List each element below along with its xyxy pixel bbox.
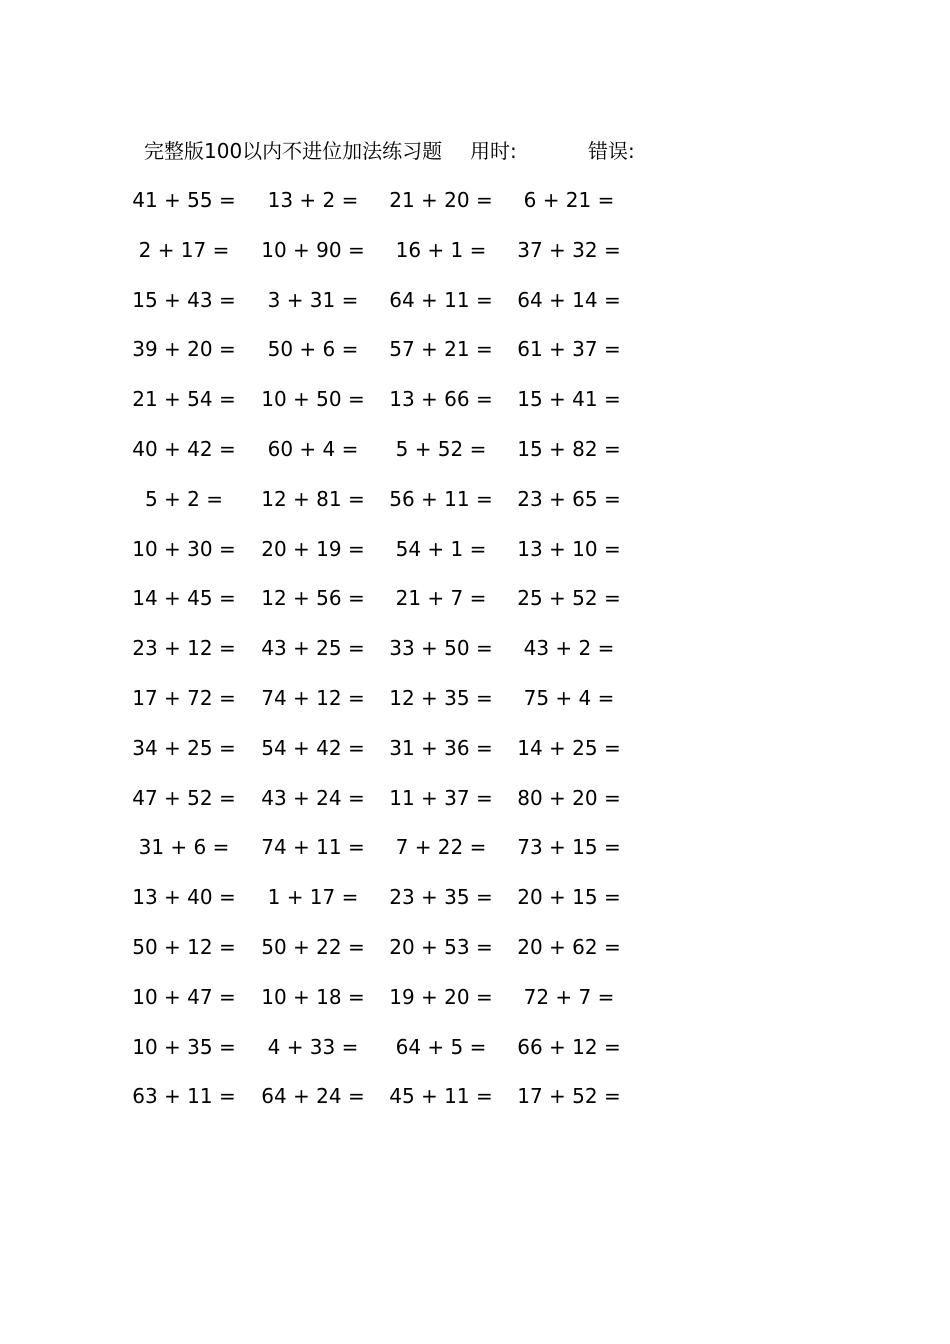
addition-problem: 20 + 62 =: [517, 934, 621, 959]
addition-problem: 39 + 20 =: [132, 337, 236, 362]
addition-problem: 20 + 19 =: [261, 536, 365, 561]
problem-row: [0, 783, 950, 833]
addition-problem: 7 + 22 =: [395, 835, 487, 860]
addition-problem: 23 + 12 =: [132, 636, 236, 661]
addition-problem: 73 + 15 =: [517, 835, 621, 860]
addition-problem: 57 + 21 =: [389, 337, 493, 362]
problem-row: [0, 285, 950, 335]
addition-problem: 10 + 30 =: [132, 536, 236, 561]
addition-problem: 72 + 7 =: [523, 984, 615, 1009]
addition-problem: 54 + 1 =: [395, 536, 487, 561]
addition-problem: 4 + 33 =: [267, 1034, 359, 1059]
problem-row: [0, 235, 950, 285]
addition-problem: 6 + 21 =: [523, 188, 615, 212]
addition-problem: 33 + 50 =: [389, 636, 493, 661]
addition-problem: 25 + 52 =: [517, 586, 621, 611]
addition-problem: 75 + 4 =: [523, 685, 615, 710]
addition-problem: 12 + 81 =: [261, 486, 365, 511]
addition-problem: 14 + 45 =: [132, 586, 236, 611]
addition-problem: 47 + 52 =: [132, 785, 236, 810]
addition-problem: 23 + 65 =: [517, 486, 621, 511]
addition-problem: 5 + 2 =: [144, 486, 224, 511]
addition-problem: 31 + 6 =: [138, 835, 230, 860]
problem-row: [0, 534, 950, 584]
addition-problem: 74 + 12 =: [261, 685, 365, 710]
addition-problem: 56 + 11 =: [389, 486, 493, 511]
problem-row: [0, 434, 950, 484]
addition-problem: 43 + 24 =: [261, 785, 365, 810]
addition-problem: 20 + 15 =: [517, 885, 621, 910]
problem-row: [0, 384, 950, 434]
addition-problem: 80 + 20 =: [517, 785, 621, 810]
time-label: 用时:: [470, 139, 517, 163]
addition-problem: 50 + 12 =: [132, 934, 236, 959]
addition-problem: 15 + 41 =: [517, 387, 621, 412]
addition-problem: 13 + 2 =: [267, 188, 359, 212]
addition-problem: 17 + 52 =: [517, 1084, 621, 1109]
addition-problem: 64 + 24 =: [261, 1084, 365, 1109]
addition-problem: 64 + 5 =: [395, 1034, 487, 1059]
addition-problem: 45 + 11 =: [389, 1084, 493, 1109]
error-label: 错误:: [588, 139, 635, 163]
problem-row: [0, 683, 950, 733]
addition-problem: 66 + 12 =: [517, 1034, 621, 1059]
problem-row: [0, 733, 950, 783]
addition-problem: 43 + 25 =: [261, 636, 365, 661]
addition-problem: 5 + 52 =: [395, 436, 487, 461]
addition-problem: 21 + 7 =: [395, 586, 487, 611]
addition-problem: 12 + 35 =: [389, 685, 493, 710]
problem-row: [0, 1032, 950, 1082]
addition-problem: 3 + 31 =: [267, 287, 359, 312]
addition-problem: 21 + 20 =: [389, 188, 493, 212]
addition-problem: 21 + 54 =: [132, 387, 236, 412]
addition-problem: 20 + 53 =: [389, 934, 493, 959]
addition-problem: 10 + 50 =: [261, 387, 365, 412]
problem-row: [0, 334, 950, 384]
addition-problem: 37 + 32 =: [517, 237, 621, 262]
addition-problem: 64 + 11 =: [389, 287, 493, 312]
addition-problem: 1 + 17 =: [267, 885, 359, 910]
addition-problem: 10 + 35 =: [132, 1034, 236, 1059]
addition-problem: 15 + 43 =: [132, 287, 236, 312]
addition-problem: 43 + 2 =: [523, 636, 615, 661]
addition-problem: 61 + 37 =: [517, 337, 621, 362]
problem-row: [0, 832, 950, 882]
addition-problem: 50 + 6 =: [267, 337, 359, 362]
problem-row: [0, 1081, 950, 1131]
addition-problem: 10 + 47 =: [132, 984, 236, 1009]
addition-problem: 15 + 82 =: [517, 436, 621, 461]
addition-problem: 64 + 14 =: [517, 287, 621, 312]
addition-problem: 16 + 1 =: [395, 237, 487, 262]
addition-problem: 60 + 4 =: [267, 436, 359, 461]
addition-problem: 10 + 18 =: [261, 984, 365, 1009]
addition-problem: 13 + 66 =: [389, 387, 493, 412]
problem-row: [0, 484, 950, 534]
addition-problem: 13 + 40 =: [132, 885, 236, 910]
addition-problem: 34 + 25 =: [132, 735, 236, 760]
addition-problem: 63 + 11 =: [132, 1084, 236, 1109]
problem-grid: [0, 185, 950, 1131]
addition-problem: 31 + 36 =: [389, 735, 493, 760]
addition-problem: 19 + 20 =: [389, 984, 493, 1009]
addition-problem: 13 + 10 =: [517, 536, 621, 561]
problem-row: [0, 882, 950, 932]
problem-row: [0, 982, 950, 1032]
addition-problem: 23 + 35 =: [389, 885, 493, 910]
addition-problem: 12 + 56 =: [261, 586, 365, 611]
addition-problem: 10 + 90 =: [261, 237, 365, 262]
addition-problem: 74 + 11 =: [261, 835, 365, 860]
addition-problem: 14 + 25 =: [517, 735, 621, 760]
worksheet-title: 完整版100以内不进位加法练习题: [144, 139, 443, 163]
addition-problem: 11 + 37 =: [389, 785, 493, 810]
addition-problem: 40 + 42 =: [132, 436, 236, 461]
problem-row: [0, 633, 950, 683]
addition-problem: 41 + 55 =: [132, 188, 236, 212]
problem-row: [0, 932, 950, 982]
problem-row: [0, 185, 950, 235]
problem-row: [0, 583, 950, 633]
addition-problem: 2 + 17 =: [138, 237, 230, 262]
addition-problem: 17 + 72 =: [132, 685, 236, 710]
addition-problem: 50 + 22 =: [261, 934, 365, 959]
addition-problem: 54 + 42 =: [261, 735, 365, 760]
